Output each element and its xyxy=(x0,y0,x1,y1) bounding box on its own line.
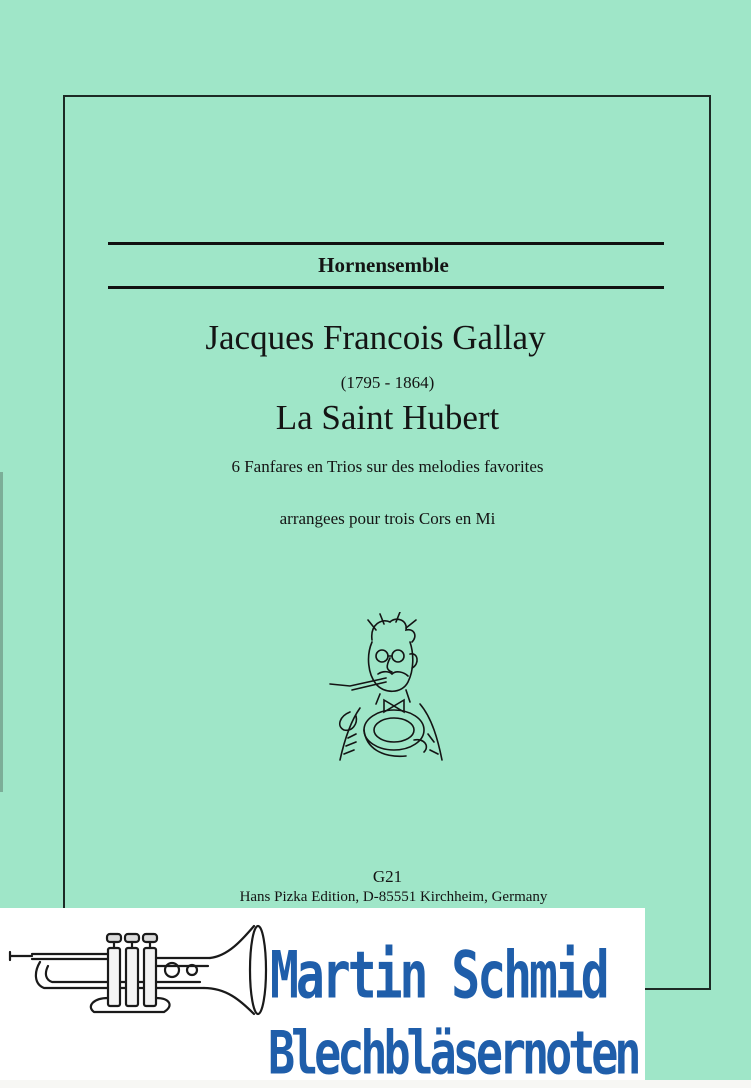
page-edge-shadow xyxy=(0,472,3,792)
publisher-line: Hans Pizka Edition, D-85551 Kirchheim, Germany xyxy=(239,889,548,905)
cover-frame xyxy=(63,95,711,990)
watermark-brand-subtitle: Blechbläsernoten xyxy=(268,1018,638,1088)
trumpet-icon xyxy=(4,922,272,1018)
work-title: La Saint Hubert xyxy=(275,398,500,437)
arrangement-note: arrangees pour trois Cors en Mi xyxy=(279,509,496,528)
horn-player-caricature-icon xyxy=(310,612,450,762)
catalog-code: G21 xyxy=(372,867,403,886)
series-rule-bottom xyxy=(108,286,664,289)
series-label: Hornensemble xyxy=(318,253,449,277)
series-rule-top xyxy=(108,242,664,245)
watermark-brand-name: Martin Schmid xyxy=(270,938,607,1014)
watermark-banner xyxy=(0,908,645,1088)
composer-name: Jacques Francois Gallay xyxy=(205,318,546,357)
work-subtitle: 6 Fanfares en Trios sur des melodies favorites xyxy=(231,457,544,476)
composer-dates: (1795 - 1864) xyxy=(340,373,435,392)
